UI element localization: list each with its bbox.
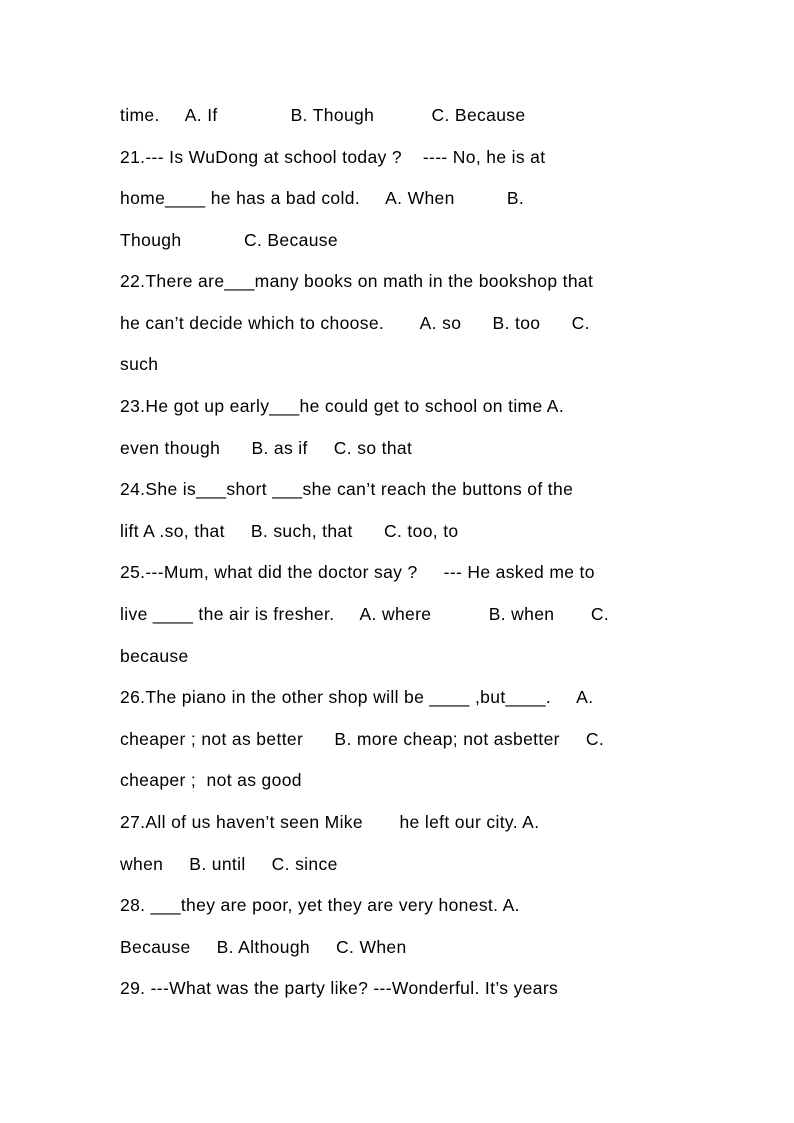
text-line: 27.All of us haven’t seen Mike he left our city. A. <box>120 812 540 832</box>
text-line: because <box>120 646 189 666</box>
text-line: 24.She is___short ___she can’t reach the buttons of the <box>120 479 574 499</box>
text-line: lift A .so, that B. such, that C. too, to <box>120 521 459 541</box>
text-line: cheaper ; not as good <box>120 770 302 790</box>
text-line: cheaper ; not as better B. more cheap; not asbetter C. <box>120 729 605 749</box>
text-line: live ____ the air is fresher. A. where B. when C. <box>120 604 610 624</box>
text-line: such <box>120 354 159 374</box>
text-line: 21.--- Is WuDong at school today ? ---- No, he is at <box>120 147 546 167</box>
text-line: home____ he has a bad cold. A. When B. <box>120 188 525 208</box>
text-line: 28. ___they are poor, yet they are very honest. A. <box>120 895 520 915</box>
text-line: Because B. Although C. When <box>120 937 407 957</box>
text-line: 22.There are___many books on math in the bookshop that <box>120 271 594 291</box>
text-line: even though B. as if C. so that <box>120 438 413 458</box>
text-line: 25.---Mum, what did the doctor say ? --- He asked me to <box>120 562 595 582</box>
text-line: when B. until C. since <box>120 854 338 874</box>
text-line: 29. ---What was the party like? ---Wonderful. It’s years <box>120 978 559 998</box>
text-line: he can’t decide which to choose. A. so B. too C. <box>120 313 590 333</box>
text-line: 26.The piano in the other shop will be ____ ,but____. A. <box>120 687 594 707</box>
text-line: 23.He got up early___he could get to school on time A. <box>120 396 565 416</box>
text-line: time. A. If B. Though C. Because <box>120 105 526 125</box>
text-line: Though C. Because <box>120 230 338 250</box>
